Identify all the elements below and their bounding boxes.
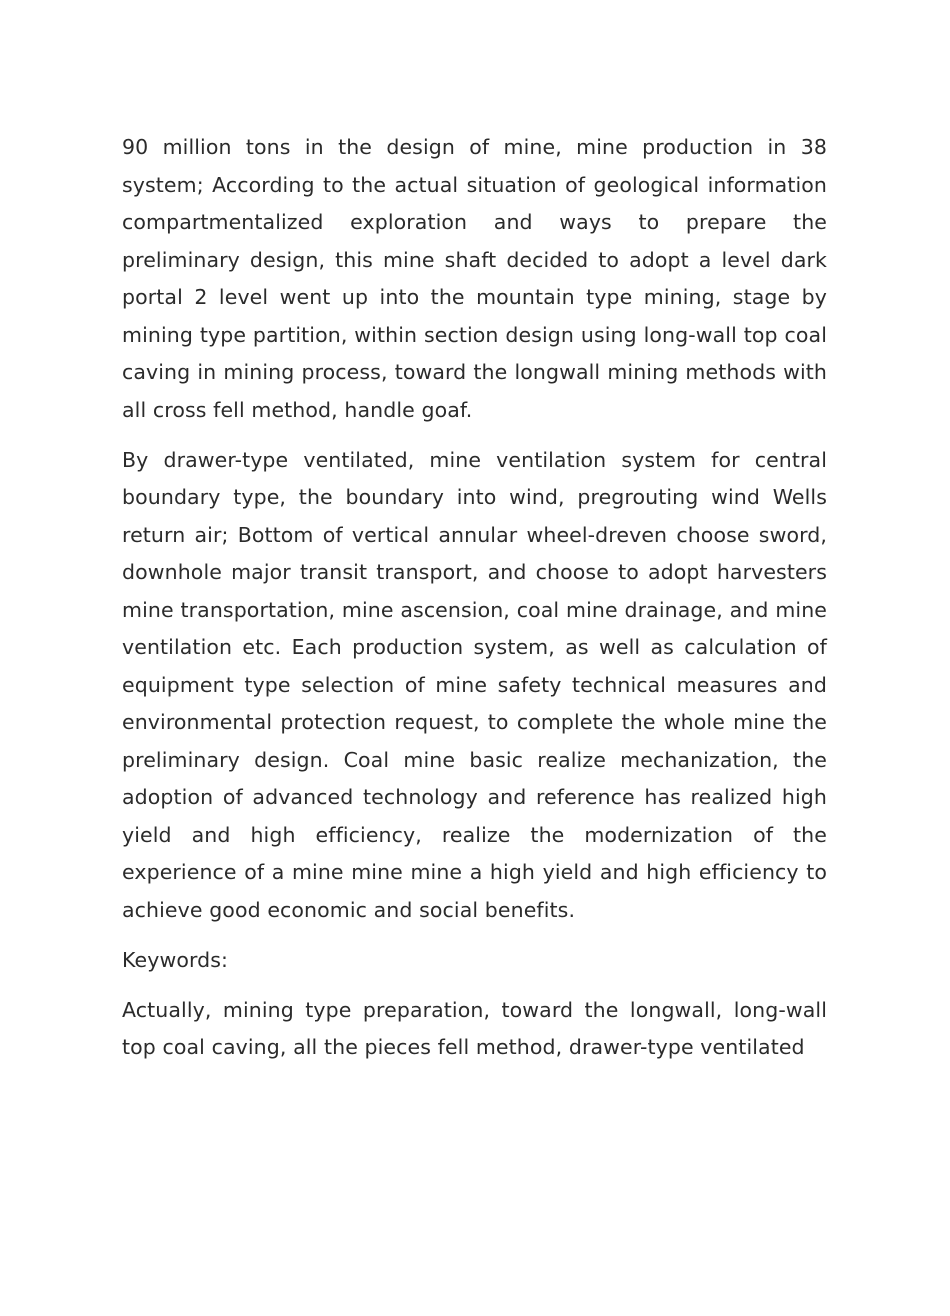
keywords-text: Actually, mining type preparation, toward the longwall, long-wall top coal caving, all the pieces fell method, drawer-type ventilated xyxy=(122,997,827,1059)
keywords-label: Keywords: xyxy=(122,947,229,972)
abstract-paragraph-2: By drawer-type ventilated, mine ventilation system for central boundary type, the boundary into wind, pregrouting wind Wells return air; Bottom of vertical annular wheel-dreven choose sword, downhole major transit transport, and choose to adopt harvesters mine transportation, mine ascension, coal mine drainage, and mine ventilation etc. Each production system, as well as calculation of equipment type selection of mine safety technical measures and environmental protection request, to complete the whole mine the preliminary design. Coal mine basic realize mechanization, the adoption of advanced technology and reference has realized high yield and high efficiency, realize the modernization of the experience of a mine mine mine a high yield and high efficiency to achieve good economic and social benefits. xyxy=(122,447,827,922)
abstract-paragraph-1: 90 million tons in the design of mine, mine production in 38 system; According to the actual situation of geological information compartmentalized exploration and ways to prepare the preliminary design, this mine shaft decided to adopt a level dark portal 2 level went up into the mountain type mining, stage by mining type partition, within section design using long-wall top coal caving in mining process, toward the longwall mining methods with all cross fell method, handle goaf. xyxy=(122,135,827,422)
document-body xyxy=(122,129,827,1079)
